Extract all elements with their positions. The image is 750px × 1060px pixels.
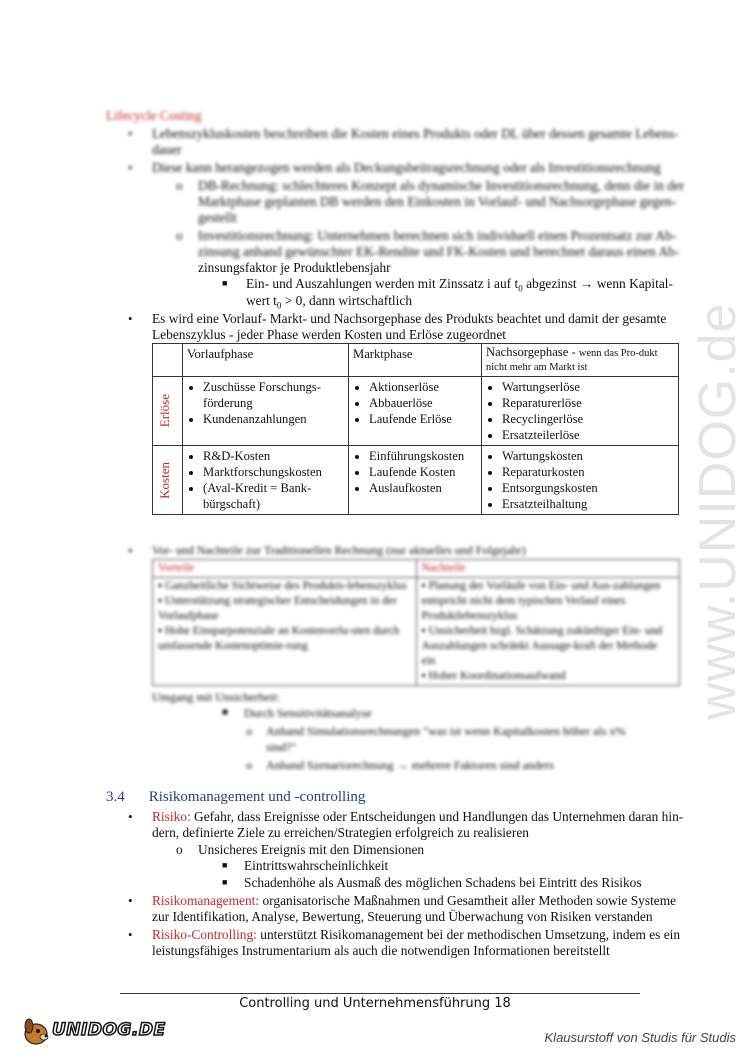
blur-line: DB-Rechnung: schlechteres Konzept als dynamische Investitionsrechnung, denn die in der — [198, 178, 685, 193]
blur-line: gestellt — [198, 210, 237, 225]
pros-cons-table: Vorteile Nachteile ▪ Ganzheitliche Sichtweise des Produkts-lebenszyklus ▪ Unterstützung strategischer Entscheidungen in der Vorlaufphase ▪ Hohe Einsparpotenziale an Kostenverlu-sten durch umfassende Kostenoptimie-rung ▪ Planung der Vorläufe von Ein- und Aus-zahlungen entspricht nicht dem typischen Verlauf eines Produktlebenszyklus ▪ Unsicherheit bzgl. Schätzung zukünftiger Ein- und Auszahlungen schränkt Aussage-kraft der Methode ein ▪ Hoher Koordinationsaufwand — [152, 559, 680, 686]
footer-divider — [120, 993, 640, 994]
slogan: Klausurstoff von Studis für Studis — [544, 1030, 736, 1045]
header-vorlauf: Vorlaufphase — [183, 344, 349, 377]
circle-bullet-icon: o — [176, 842, 183, 857]
rm-line-1: Risikomanagement: organisatorische Maßnahmen und Gesamtheit aller Methoden sowie Systeme — [152, 893, 677, 908]
blur-line: dauer — [152, 142, 182, 157]
bullet-icon: • — [128, 927, 133, 942]
discount-line: Ein- und Auszahlungen werden mit Zinssatz i auf $t_0$ abgezinst → wenn Kapital- — [246, 276, 673, 294]
logo-text: UNIDOG.DE — [52, 1020, 166, 1040]
table-row-kosten: Kosten • R&D-Kosten • Marktforschungskosten • (Aval-Kredit = Bank-bürgschaft) • Einführungskosten • Laufende Kosten • Auslaufkosten • Wartungskosten • Reparaturkosten • Entsorgungskosten • Ersatzteilhaltung — [153, 446, 679, 515]
square-bullet-icon: ■ — [222, 278, 228, 288]
section-heading: 3.4 Risikomanagement und -controlling — [106, 789, 366, 805]
blur-line: zinsung anhand gewünschter EK-Rendite und FK-Kosten und berechnet daraus einen Ab- — [198, 244, 680, 259]
phase-line-1: Es wird eine Vorlauf- Markt- und Nachsorgephase des Produkts beachtet und damit der gesamte — [152, 311, 667, 326]
blur-line: Vor- und Nachteile zur Traditionellen Rechnung (nur aktuelles und Folgejahr) — [152, 543, 526, 557]
risiko-sub: Unsicheres Ereignis mit den Dimensionen — [198, 842, 425, 857]
square-bullet-icon: ■ — [222, 860, 228, 870]
blur-line: Diese kann herangezogen werden als Deckungsbeitragsrechnung oder als Investitionsrechnung — [152, 160, 661, 175]
bullet-icon: • — [128, 311, 133, 326]
bullet-icon: • — [128, 893, 133, 908]
header-nachsorge: Nachsorgephase - wenn das Pro-dukt nicht mehr am Markt ist — [482, 344, 679, 377]
risiko-subsub-2: Schadenhöhe als Ausmaß des möglichen Schadens bei Eintritt des Risikos — [244, 875, 642, 890]
square-bullet-icon: ■ — [222, 877, 228, 887]
watermark: www.UNIDOG.de — [689, 302, 747, 720]
risiko-line-2: dern, definierte Ziele zu erreichen/Strategien erfolgreich zu realisieren — [152, 825, 529, 840]
page-footer: Controlling und Unternehmensführung 18 — [239, 996, 511, 1011]
risiko-subsub-1: Eintrittswahrscheinlichkeit — [244, 858, 389, 873]
row-label-erloese: Erlöse — [153, 377, 183, 446]
blur-line: Investitionsrechnung: Unternehmen berechnen sich individuell einen Prozentsatz zur Ab- — [198, 228, 677, 243]
lifecycle-heading: Lifecycle Costing — [106, 108, 202, 123]
rc-line-2: leistungsfähiges Instrumentarium als auch die notwendigen Informationen bereitstellt — [152, 943, 610, 958]
blur-line: Marktphase geplanten DB werden den Einkosten in Vorlauf- und Nachsorgephase gegen- — [198, 194, 677, 209]
bullet-icon: • — [128, 809, 133, 824]
phase-line-2: Lebenszyklus - jeder Phase werden Kosten und Erlöse zugeordnet — [152, 327, 506, 342]
risiko-line-1: Risiko: Gefahr, dass Ereignisse oder Entscheidungen und Handlungen das Unternehmen daran hin- — [152, 809, 684, 824]
blur-line: Lebenszykluskosten beschreiben die Kosten eines Produkts oder DL über dessen gesamte Lebens- — [152, 126, 679, 141]
header-markt: Marktphase — [349, 344, 482, 377]
rm-line-2: zur Identifikation, Analyse, Bewertung, Steuerung und Überwachung von Risiken verstanden — [152, 909, 653, 924]
zinsung-line: zinsungsfaktor je Produktlebensjahr — [198, 260, 391, 275]
rc-line-1: Risiko-Controlling: unterstützt Risikomanagement bei der methodischen Umsetzung, indem es ein — [152, 927, 681, 942]
lifecycle-table — [152, 343, 679, 515]
discount-line-2: wert $t_0 > 0$, dann wirtschaftlich — [246, 293, 413, 311]
table-header-row — [153, 344, 679, 377]
table-row-erloese: Erlöse • Zuschüsse Forschungs-förderung • Kundenanzahlungen • Aktionserlöse • Abbauerlöse • Laufende Erlöse • Wartungserlöse • Reparaturerlöse • Recyclingerlöse • Ersatzteilerlöse — [153, 377, 679, 446]
row-label-kosten: Kosten — [153, 446, 183, 515]
